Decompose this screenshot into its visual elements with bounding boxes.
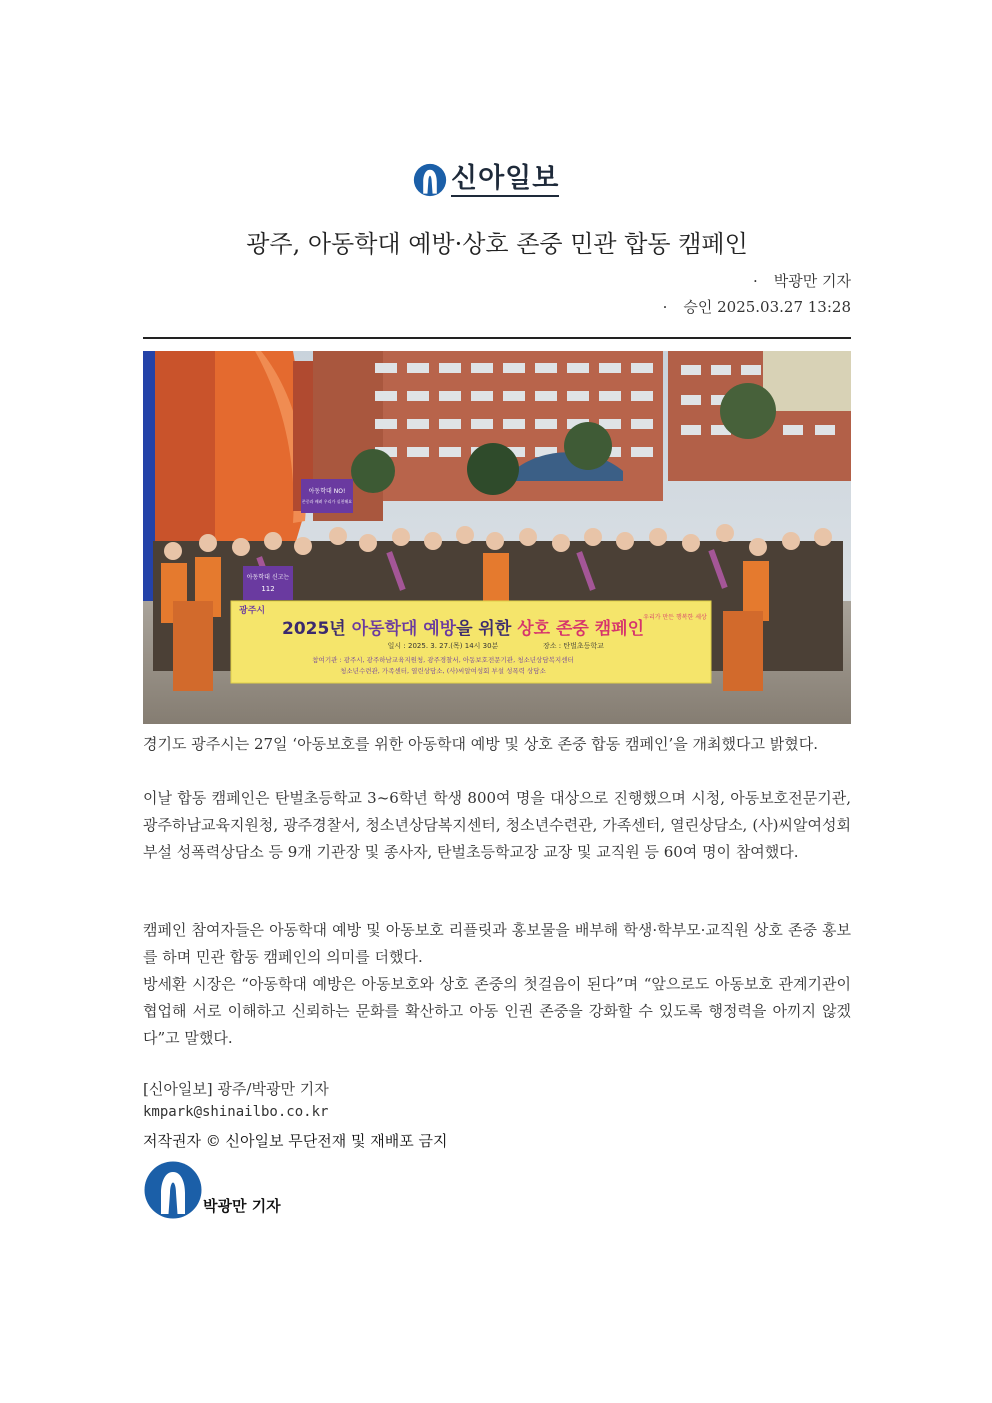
banner-slogan: 우리가 만든 행복한 세상	[643, 614, 707, 621]
masthead[interactable]	[413, 160, 583, 200]
sign2-line1: 아동학대 신고는	[246, 574, 290, 581]
shinailbo-logo-icon	[413, 163, 447, 197]
approved-meta	[663, 296, 851, 317]
brand-name: 신아일보	[451, 163, 559, 197]
byline-name: 박광만 기자	[203, 1197, 281, 1215]
credit-line: [신아일보] 광주/박광만 기자	[143, 1080, 329, 1098]
paragraph-3: 캠페인 참여자들은 아동학대 예방 및 아동보호 리플릿과 홍보물을 배부해 학생·학부모·교직원 상호 존중 홍보를 하며 민관 합동 캠페인의 의미를 더했다.	[143, 921, 851, 966]
banner-orgs-line2: 청소년수련관, 가족센터, 열린상담소, (사)씨알여성회 부설 성폭력 상담소	[340, 667, 546, 675]
paragraph-2: 이날 합동 캠페인은 탄벌초등학교 3~6학년 학생 800여 명을 대상으로 진행했으며 시청, 아동보호전문기관, 광주하남교육지원청, 광주경찰서, 청소년상담복지센터, 청소년수련관, 가족센터, 열린상담소, (사)씨알여성회 부설 성폭력상담소 등 9개 기관장 및 종사자, 탄벌초등학교장 교장 및 교직원 등 60여 명이 참여했다.	[143, 789, 851, 861]
banner-title-part3: 을 위한	[456, 619, 518, 639]
article-photo[interactable]	[143, 351, 851, 724]
campaign-banner	[231, 601, 711, 683]
banner-city: 광주시	[239, 606, 266, 616]
sign2-line2: 112	[261, 585, 275, 593]
reporter-byline[interactable]	[143, 1160, 281, 1220]
sign1-line1: 아동학대 NO!	[308, 488, 346, 495]
reporter-email[interactable]: kmpark@shinailbo.co.kr	[143, 1104, 329, 1120]
banner-title-part4: 상호 존중 캠페인	[517, 619, 645, 639]
reporter-meta	[753, 270, 851, 291]
shinailbo-logo-icon	[143, 1160, 203, 1220]
banner-title-part2: 아동학대 예방	[351, 619, 457, 639]
banner-orgs-line1: 참여기관 : 광주시, 광주하남교육지원청, 광주경찰서, 아동보호전문기관, 청소년상담복지센터	[312, 656, 574, 664]
paragraph-1: 경기도 광주시는 27일 ‘아동보호를 위한 아동학대 예방 및 상호 존중 합동 캠페인’을 개최했다고 밝혔다.	[143, 735, 818, 753]
approved-datetime: 승인 2025.03.27 13:28	[683, 298, 851, 316]
article-headline: 광주, 아동학대 예방·상호 존중 민관 합동 캠페인	[246, 230, 748, 258]
banner-title-part1: 2025년	[281, 619, 352, 639]
banner-place: 장소 : 탄벌초등학교	[543, 642, 604, 650]
banner-date: 일시 : 2025. 3. 27.(목) 14시 30분	[387, 642, 499, 650]
paragraph-4: 방세환 시장은 “아동학대 예방은 아동보호와 상호 존중의 첫걸음이 된다”며 “앞으로도 아동보호 관계기관이 협업해 서로 이해하고 신뢰하는 문화를 확산하고 아동 인권 존중을 강화할 수 있도록 행정력을 아끼지 않겠다”고 말했다.	[143, 975, 851, 1047]
bullet: ·	[662, 298, 668, 316]
copyright-notice: 저작권자 © 신아일보 무단전재 및 재배포 금지	[143, 1132, 448, 1150]
bullet: ·	[753, 272, 758, 290]
sign1-line2: 존중과 배려 우리가 실천해요	[301, 499, 353, 504]
reporter-name[interactable]: 박광만 기자	[773, 272, 851, 290]
banner-title	[282, 618, 644, 639]
header-divider	[143, 337, 851, 339]
campaign-photo	[143, 351, 851, 724]
